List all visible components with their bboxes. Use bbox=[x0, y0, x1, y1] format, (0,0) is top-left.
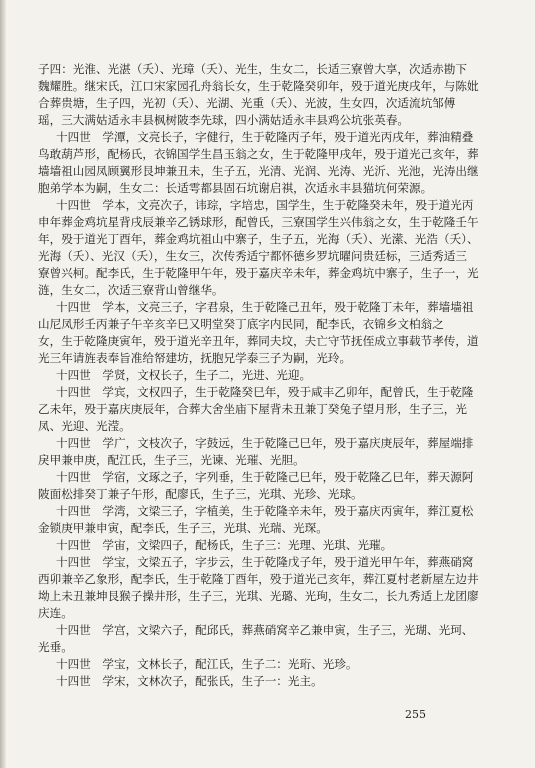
text-line: 墙墙祖山园凤顾翼形艮坤兼丑未，生子五，光清、光润、光涛、光沂、光池，光涛出继 bbox=[38, 164, 479, 178]
text-line: 涟，生女二，次适三寮背山曾继华。 bbox=[38, 283, 224, 297]
text-line: 凤、光迎、光滢。 bbox=[38, 419, 131, 433]
text-line: 合葬贵塘，生子四，光初（夭）、光湖、光重（夭）、光波，生女四，次适流坑邹傅 bbox=[38, 96, 456, 110]
text-line: 光海（夭）、光汉（夭），生女三，次传秀适宁都怀德乡罗坑曜问贵廷标，三适秀适三 bbox=[38, 249, 467, 263]
page-number: 255 bbox=[405, 708, 426, 721]
text-line: 金锁庚甲兼申寅，配李氏，生子三，光琪、光瑞、光琛。 bbox=[38, 521, 328, 535]
text-line: 十四世 学宫，文梁六子，配邱氏，葬燕硝窝辛乙兼申寅，生子三，光瑚、光珂、 bbox=[56, 623, 474, 637]
text-line: 十四世 学宋，文林次子，配张氏，生子一：光主。 bbox=[56, 674, 323, 688]
text-line: 十四世 学宾，文权四子，生于乾隆癸巳年，殁于咸丰乙卯年，配曾氏，生于乾隆 bbox=[56, 385, 474, 399]
text-line: 十四世 学宿，文琢之子，字列垂，生于乾隆己巳年，殁于乾隆乙巳年，葬天源阿 bbox=[56, 470, 474, 484]
text-line: 西卯兼辛乙象形，配李氏，生于乾隆丁酉年，殁于道光己亥年，葬江夏村老新屋左边井 bbox=[38, 572, 479, 586]
text-line: 山尼凤形壬丙兼子午辛亥辛巳又明堂癸丁底字内民同，配李氏，衣锦乡文柏翁之 bbox=[38, 317, 444, 331]
text-line: 十四世 学宝，文林长子，配江氏，生子二：光珩、光珍。 bbox=[56, 657, 358, 671]
text-line: 陂面松排癸丁兼子午形，配廖氏，生子三，光琪、光珍、光球。 bbox=[38, 487, 363, 501]
text-line: 坳上未丑兼坤艮猴子操井形，生子三，光琪、光璐、光珣，生女二，长九秀适上龙团廖 bbox=[38, 589, 479, 603]
text-line: 十四世 学潭，文亮长子，字健行，生于乾隆丙子年，殁于道光丙戌年，葬油精叠 bbox=[56, 130, 474, 144]
text-line: 瑶，三大满姑适永丰县枫树陂李先球，四小满姑适永丰县鸡公坑张英春。 bbox=[38, 113, 410, 127]
text-line: 鸟敢葫芦形，配杨氏，衣锦国学生昌玉翁之女，生于乾隆甲戌年，殁于道光己亥年，葬 bbox=[38, 147, 479, 161]
text-line: 子四：光淮、光湛（夭）、光璋（夭）、光生，生女二，长适三寮曾大享，次适赤勘下 bbox=[38, 62, 467, 76]
text-line: 十四世 学本，文亮次子，讳琮，字培忠，国学生，生于乾隆癸未年，殁于道光丙 bbox=[56, 198, 474, 212]
text-line: 十四世 学湾，文梁三子，字植美，生于乾隆辛未年，殁于嘉庆丙寅年，葬江夏松 bbox=[56, 504, 474, 518]
text-line: 十四世 学广，文枝次子，字鼓远，生于乾隆己巳年，殁于嘉庆庚辰年，葬屋端排 bbox=[56, 436, 474, 450]
text-line: 十四世 学宝，文梁五子，字步云，生于乾隆戊子年，殁于道光甲午年，葬燕硝窝 bbox=[56, 555, 474, 569]
text-line: 光三年请旌表奉旨准给帑建坊，抚胞兄学泰三子为嗣，光玲。 bbox=[38, 351, 352, 365]
text-line: 胞弟学本为嗣，生女二：长适雩都县固石坑谢启祺，次适永丰县猫坑何荣源。 bbox=[38, 181, 433, 195]
text-line: 庆连。 bbox=[38, 606, 73, 620]
text-line: 光垂。 bbox=[38, 640, 73, 654]
text-line: 年，殁于道光丁酉年，葬金鸡坑祖山中寨子，生子五，光海（夭）、光潆、光浩（夭）、 bbox=[38, 232, 479, 246]
text-line: 十四世 学宙，文梁四子，配杨氏，生子三：光理、光琪、光璀。 bbox=[56, 538, 393, 552]
text-line: 寮曾兴柯。配李氏，生于乾隆甲午年，殁于嘉庆辛未年，葬金鸡坑中寨子，生子一，光 bbox=[38, 266, 479, 280]
book-spine-shadow bbox=[0, 0, 6, 768]
genealogy-text-block bbox=[38, 62, 508, 702]
text-line: 乙未年，殁于嘉庆庚辰年，合葬大舍坐庙下屋背未丑兼丁癸兔子望月形，生子三，光 bbox=[38, 402, 467, 416]
text-line: 魏耀胜。继宋氏，江口宋家园孔舟翁长女，生于乾隆癸卯年，殁于道光庚戌年，与陈妣 bbox=[38, 79, 479, 93]
text-line: 戾甲兼申庚，配江氏，生子三，光谏、光璀、光胆。 bbox=[38, 453, 305, 467]
text-line: 十四世 学贤，文权长子，生子二，光进、光迎。 bbox=[56, 368, 312, 382]
text-line: 申年葬金鸡坑星背戌辰兼辛乙锈球形，配曾氏，三寮国学生兴伟翁之女，生于乾隆壬午 bbox=[38, 215, 479, 229]
text-line: 十四世 学本，文亮三子，字君泉，生于乾隆己丑年，殁于乾隆丁未年，葬墙墙祖 bbox=[56, 300, 474, 314]
text-line: 女，生于乾隆庚寅年，殁于道光辛丑年，葬同夫坟，夫亡守节抚侄成立事载节孝传，道 bbox=[38, 334, 479, 348]
